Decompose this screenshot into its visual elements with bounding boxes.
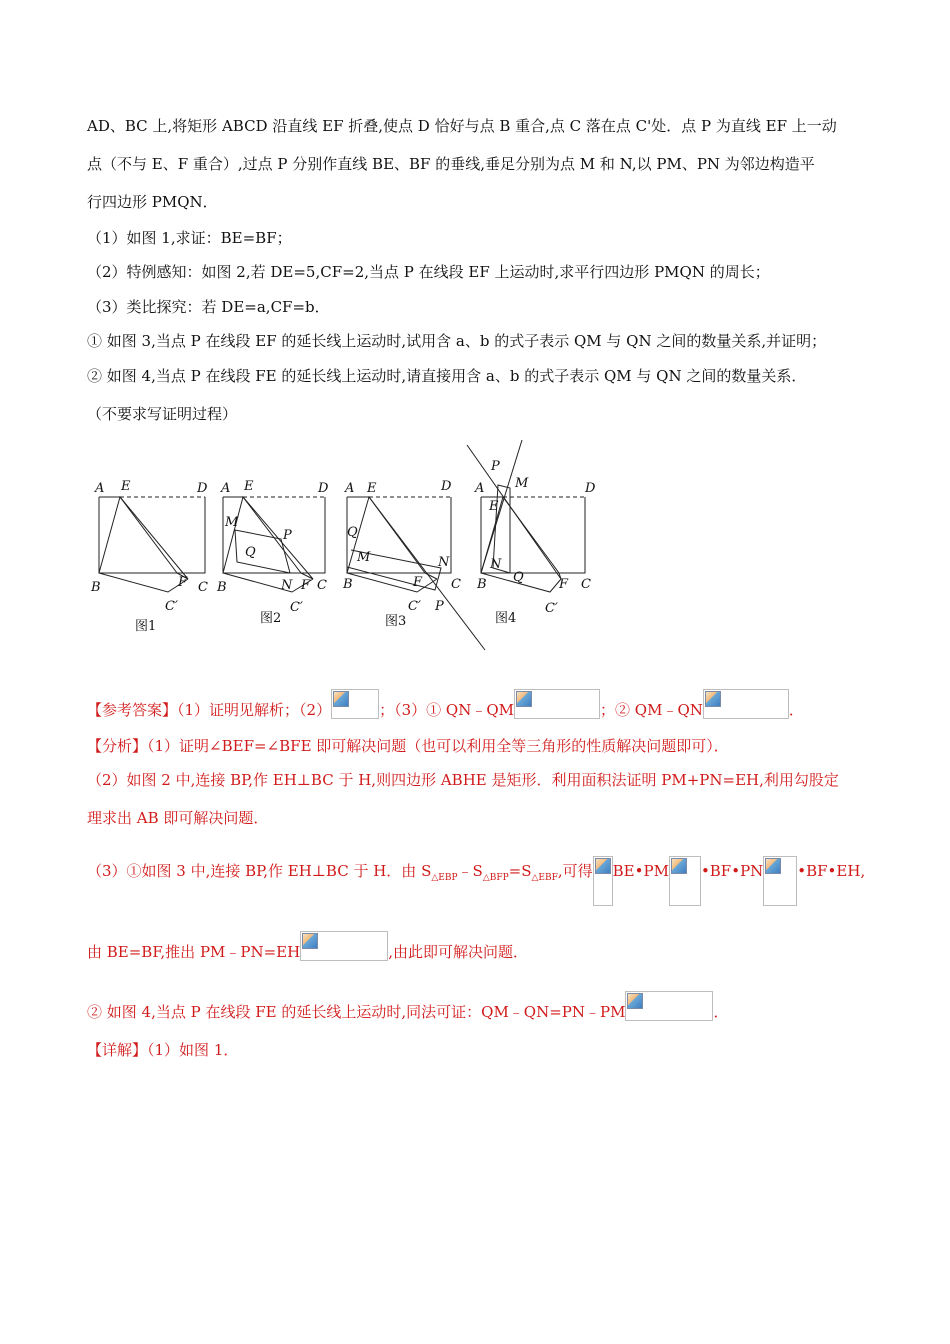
fig3-label-q: Q (347, 525, 358, 540)
fig3-label-p: P (435, 599, 444, 614)
analysis-a4 (87, 991, 728, 1022)
fig3-caption: 图3 (385, 614, 407, 629)
fig1-label-cprime: C′ (165, 599, 178, 614)
fig4-label-f: F (559, 577, 569, 592)
formula-image (331, 689, 379, 719)
geometry-figures (85, 440, 605, 660)
fig2-label-n: N (281, 578, 293, 593)
fig2-label-d: D (318, 481, 329, 496)
detail-line (87, 1040, 238, 1060)
sub-ebp: △EBP (431, 873, 458, 883)
analysis-tag: 【分析】 (87, 737, 148, 755)
fig4-label-a: A (475, 481, 485, 496)
fig2-label-p: P (283, 528, 292, 543)
analysis-a3-line-2 (87, 931, 528, 962)
a4-prefix: ② 如图 4,当点 P 在线段 FE 的延长线上运动时,同法可证：QM﹣QN=PN﹣PM (87, 1003, 626, 1021)
problem-line-3: 行四边形 PMQN． (87, 193, 218, 211)
broken-image-icon (333, 691, 349, 707)
answer-line (87, 689, 804, 720)
fig2-label-b: B (217, 580, 227, 595)
question-3a: ① 如图 3,当点 P 在线段 EF 的延长线上运动时,试用含 a、b 的式子表示 QM 与 QN 之间的数量关系,并证明； (87, 332, 827, 350)
analysis-a3-line-1 (87, 856, 865, 906)
answer-sep2: ；② QM﹣QN (600, 701, 703, 719)
broken-image-icon (595, 858, 611, 874)
question-3: （3）类比探究：若 DE=a,CF=b． (87, 298, 330, 316)
formula-image (703, 689, 789, 719)
a3-eq: =S (508, 862, 532, 880)
fig1-label-f: F (178, 575, 188, 590)
analysis-a2-line-1: （2）如图 2 中,连接 BP,作 EH⊥BC 于 H,则四边形 ABHE 是矩形．利用面积法证明 PM+PN=EH,利用勾股定 (87, 771, 839, 789)
a3-mid: ,可得 (557, 862, 593, 880)
fig3-label-m: M (357, 550, 371, 565)
question-3b: ② 如图 4,当点 P 在线段 FE 的延长线上运动时,请直接用含 a、b 的式子表示 QM 与 QN 之间的数量关系． (87, 367, 807, 385)
fig3-label-n: N (438, 555, 450, 570)
fig1-caption: 图1 (135, 619, 157, 634)
problem-line-1: AD、BC 上,将矩形 ABCD 沿直线 EF 折叠,使点 D 恰好与点 B 重合,点 C 落在点 C'处．点 P 为直线 EF 上一动 (87, 117, 837, 135)
detail-tag: 【详解】 (87, 1041, 148, 1059)
analysis-a2-line-2: 理求出 AB 即可解决问题． (87, 809, 269, 827)
formula-image (669, 856, 701, 906)
a3-prefix: （3）①如图 3 中,连接 BP,作 EH⊥BC 于 H．由 S (87, 862, 432, 880)
fig2-label-cprime: C′ (290, 600, 303, 615)
fig4-label-m: M (515, 476, 529, 491)
fig2-label-c: C (317, 578, 327, 593)
fig4-caption: 图4 (495, 611, 517, 626)
a4-suffix: ． (713, 1003, 729, 1021)
answer-tag: 【参考答案】 (87, 701, 178, 719)
a3-minus: ﹣S (457, 862, 483, 880)
problem-line-2: 点（不与 E、F 重合）,过点 P 分别作直线 BE、BF 的垂线,垂足分别为点 M 和 N,以 PM、PN 为邻边构造平 (87, 155, 815, 173)
formula-image (625, 991, 713, 1021)
a3-line2-prefix: 由 BE=BF,推出 PM﹣PN=EH (87, 943, 301, 961)
fig3-label-a: A (345, 481, 355, 496)
fig4-label-e: E (489, 499, 499, 514)
sub-bfp: △BFP (482, 873, 509, 883)
broken-image-icon (765, 858, 781, 874)
formula-image (593, 856, 613, 906)
analysis-a1: （1）证明∠BEF=∠BFE 即可解决问题（也可以利用全等三角形的性质解决问题即可）． (147, 737, 729, 755)
question-2: （2）特例感知：如图 2,若 DE=5,CF=2,当点 P 在线段 EF 上运动时,求平行四边形 PMQN 的周长； (87, 263, 770, 281)
broken-image-icon (705, 691, 721, 707)
fig2-label-f: F (301, 578, 311, 593)
fig3-label-f: F (413, 575, 423, 590)
fig1-label-c: C (198, 580, 208, 595)
fig4-label-q: Q (513, 570, 524, 585)
fig3-label-b: B (343, 577, 353, 592)
question-note: （不要求写证明过程） (87, 405, 238, 423)
fig1-label-a: A (95, 481, 105, 496)
fig4-label-p: P (491, 459, 500, 474)
fig1-label-b: B (91, 580, 101, 595)
a3-line2-suffix: ,由此即可解决问题． (388, 943, 528, 961)
sub-ebf: △EBF (531, 873, 558, 883)
broken-image-icon (302, 933, 318, 949)
a3-term-2: •BF•PN (700, 862, 764, 880)
fig2-label-m: M (225, 515, 239, 530)
answer-end: ． (788, 701, 804, 719)
fig1-label-e: E (121, 479, 131, 494)
detail-d1: （1）如图 1． (147, 1041, 239, 1059)
fig1-label-d: D (197, 481, 208, 496)
fig2-label-a: A (221, 481, 231, 496)
fig4-label-n: N (490, 557, 502, 572)
answer-part1: （1）证明见解析；（2） (177, 701, 332, 719)
formula-image (763, 856, 797, 906)
fig4-label-c: C (581, 577, 591, 592)
formula-image (514, 689, 600, 719)
fig2-label-e: E (244, 479, 254, 494)
fig2-label-q: Q (245, 545, 256, 560)
a3-term-1: BE•PM (612, 862, 669, 880)
formula-image (300, 931, 388, 961)
question-1: （1）如图 1,求证：BE=BF； (87, 229, 292, 247)
broken-image-icon (516, 691, 532, 707)
answer-sep1: ；（3）① QN﹣QM (379, 701, 515, 719)
fig4-label-d: D (585, 481, 596, 496)
broken-image-icon (671, 858, 687, 874)
fig2-caption: 图2 (260, 611, 282, 626)
fig4-label-b: B (477, 577, 487, 592)
fig3-label-e: E (367, 481, 377, 496)
broken-image-icon (627, 993, 643, 1009)
analysis-line-1 (87, 736, 729, 756)
a3-term-3: •BF•EH, (797, 862, 866, 880)
fig3-label-c: C (451, 577, 461, 592)
fig3-label-d: D (441, 479, 452, 494)
fig3-label-cprime: C′ (408, 599, 421, 614)
fig4-label-cprime: C′ (545, 601, 558, 616)
